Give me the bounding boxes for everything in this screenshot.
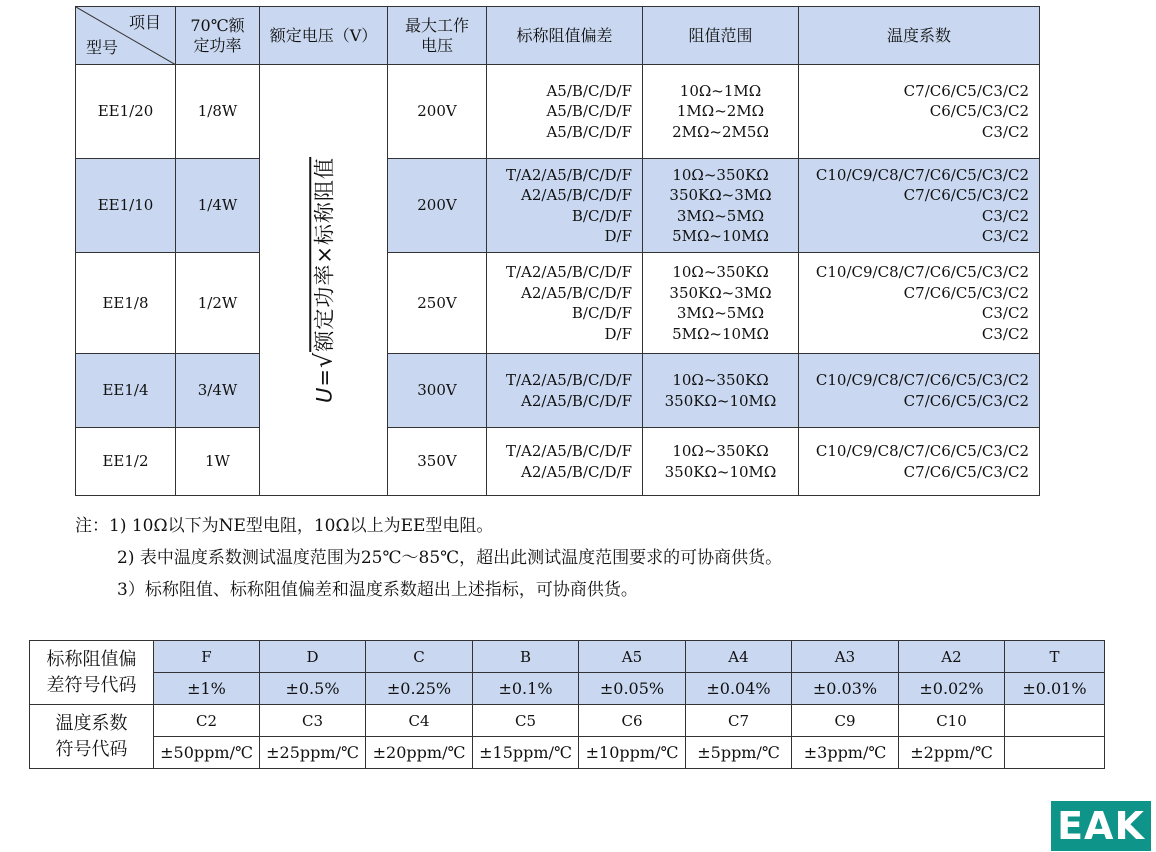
- header-rated-voltage: 额定电压（V）: [260, 7, 388, 65]
- tempco-value-cell: ±2ppm/℃: [899, 737, 1005, 769]
- header-power: 70℃额 定功率: [176, 7, 260, 65]
- tempco-value-cell: ±3ppm/℃: [792, 737, 899, 769]
- header-tolerance: 标称阻值偏差: [487, 7, 643, 65]
- table-row: [76, 253, 1040, 354]
- tempco-code-row: [30, 705, 1105, 737]
- tempco-cell: C10/C9/C8/C7/C6/C5/C3/C2 C7/C6/C5/C3/C2 C3/C2 C3/C2: [799, 253, 1040, 354]
- tolerance-code-label: 标称阻值偏 差符号代码: [30, 641, 154, 705]
- notes: [75, 510, 782, 606]
- power-cell: 1/8W: [176, 65, 260, 159]
- tolerance-value-cell: ±0.03%: [792, 673, 899, 705]
- header-model-item: [76, 7, 176, 65]
- range-cell: 10Ω~350KΩ 350KΩ~10MΩ: [643, 428, 799, 496]
- tolerance-cell: A5/B/C/D/F A5/B/C/D/F A5/B/C/D/F: [487, 65, 643, 159]
- tempco-value-cell: ±10ppm/℃: [579, 737, 686, 769]
- tempco-code-cell: C3: [260, 705, 366, 737]
- tempco-code-cell: C2: [154, 705, 260, 737]
- tolerance-code-cell: A4: [686, 641, 792, 673]
- tolerance-code-cell: A3: [792, 641, 899, 673]
- tolerance-cell: T/A2/A5/B/C/D/F A2/A5/B/C/D/F: [487, 354, 643, 428]
- tempco-value-cell: [1005, 737, 1105, 769]
- power-cell: 1W: [176, 428, 260, 496]
- tolerance-code-cell: A5: [579, 641, 686, 673]
- spec-table-header: [76, 7, 1040, 65]
- note-2: 2) 表中温度系数测试温度范围为25℃～85℃，超出此测试温度范围要求的可协商供货。: [117, 548, 783, 568]
- tolerance-cell: T/A2/A5/B/C/D/F A2/A5/B/C/D/F: [487, 428, 643, 496]
- eak-logo: EAK: [1051, 801, 1151, 851]
- tempco-code-cell: C4: [366, 705, 473, 737]
- tolerance-code-cell: F: [154, 641, 260, 673]
- header-range: 阻值范围: [643, 7, 799, 65]
- tolerance-cell: T/A2/A5/B/C/D/F A2/A5/B/C/D/F B/C/D/F D/F: [487, 253, 643, 354]
- voltage-formula-cell: [260, 65, 388, 496]
- power-cell: 3/4W: [176, 354, 260, 428]
- tempco-code-cell: C5: [473, 705, 579, 737]
- model-cell: EE1/20: [76, 65, 176, 159]
- tempco-code-cell: C9: [792, 705, 899, 737]
- power-cell: 1/2W: [176, 253, 260, 354]
- tolerance-value-cell: ±0.04%: [686, 673, 792, 705]
- range-cell: 10Ω~1MΩ 1MΩ~2MΩ 2MΩ~2M5Ω: [643, 65, 799, 159]
- model-cell: EE1/2: [76, 428, 176, 496]
- tolerance-code-cell: C: [366, 641, 473, 673]
- tempco-value-cell: ±25ppm/℃: [260, 737, 366, 769]
- tempco-code-cell: [1005, 705, 1105, 737]
- table-row: [76, 159, 1040, 253]
- model-cell: EE1/4: [76, 354, 176, 428]
- max-voltage-cell: 250V: [388, 253, 487, 354]
- tolerance-code-cell: D: [260, 641, 366, 673]
- range-cell: 10Ω~350KΩ 350KΩ~3MΩ 3MΩ~5MΩ 5MΩ~10MΩ: [643, 253, 799, 354]
- tolerance-value-cell: ±0.25%: [366, 673, 473, 705]
- max-voltage-cell: 300V: [388, 354, 487, 428]
- code-table: [29, 640, 1105, 769]
- header-tempco: 温度系数: [799, 7, 1040, 65]
- tempco-value-cell: ±20ppm/℃: [366, 737, 473, 769]
- tolerance-value-cell: ±0.05%: [579, 673, 686, 705]
- tolerance-value-cell: ±0.01%: [1005, 673, 1105, 705]
- table-row: [76, 65, 1040, 159]
- tempco-value-row: [30, 737, 1105, 769]
- header-item-label: 项目: [128, 13, 161, 32]
- spec-table: [75, 6, 1040, 496]
- model-cell: EE1/8: [76, 253, 176, 354]
- tolerance-cell: T/A2/A5/B/C/D/F A2/A5/B/C/D/F B/C/D/F D/F: [487, 159, 643, 253]
- table-row: [76, 428, 1040, 496]
- max-voltage-cell: 350V: [388, 428, 487, 496]
- tempco-value-cell: ±50ppm/℃: [154, 737, 260, 769]
- header-model-label: 型号: [86, 38, 119, 57]
- header-max-voltage: 最大工作 电压: [388, 7, 487, 65]
- table-row: [76, 354, 1040, 428]
- range-cell: 10Ω~350KΩ 350KΩ~3MΩ 3MΩ~5MΩ 5MΩ~10MΩ: [643, 159, 799, 253]
- tempco-code-cell: C6: [579, 705, 686, 737]
- tempco-code-label: 温度系数 符号代码: [30, 705, 154, 769]
- note-3: 3）标称阻值、标称阻值偏差和温度系数超出上述指标，可协商供货。: [117, 580, 638, 600]
- tempco-code-cell: C10: [899, 705, 1005, 737]
- tempco-cell: C10/C9/C8/C7/C6/C5/C3/C2 C7/C6/C5/C3/C2 C3/C2 C3/C2: [799, 159, 1040, 253]
- tempco-cell: C7/C6/C5/C3/C2 C6/C5/C3/C2 C3/C2: [799, 65, 1040, 159]
- model-cell: EE1/10: [76, 159, 176, 253]
- tempco-value-cell: ±5ppm/℃: [686, 737, 792, 769]
- tolerance-value-row: [30, 673, 1105, 705]
- range-cell: 10Ω~350KΩ 350KΩ~10MΩ: [643, 354, 799, 428]
- tolerance-code-cell: B: [473, 641, 579, 673]
- tolerance-code-cell: T: [1005, 641, 1105, 673]
- tolerance-code-row: [30, 641, 1105, 673]
- tempco-cell: C10/C9/C8/C7/C6/C5/C3/C2 C7/C6/C5/C3/C2: [799, 354, 1040, 428]
- tolerance-value-cell: ±0.1%: [473, 673, 579, 705]
- max-voltage-cell: 200V: [388, 159, 487, 253]
- tolerance-code-cell: A2: [899, 641, 1005, 673]
- tolerance-value-cell: ±0.02%: [899, 673, 1005, 705]
- tempco-code-cell: C7: [686, 705, 792, 737]
- tolerance-value-cell: ±0.5%: [260, 673, 366, 705]
- tempco-cell: C10/C9/C8/C7/C6/C5/C3/C2 C7/C6/C5/C3/C2: [799, 428, 1040, 496]
- max-voltage-cell: 200V: [388, 65, 487, 159]
- power-cell: 1/4W: [176, 159, 260, 253]
- tempco-value-cell: ±15ppm/℃: [473, 737, 579, 769]
- note-1: 注：1) 10Ω以下为NE型电阻，10Ω以上为EE型电阻。: [75, 516, 494, 536]
- tolerance-value-cell: ±1%: [154, 673, 260, 705]
- voltage-formula: U=√额定功率×标称阻值: [308, 157, 337, 403]
